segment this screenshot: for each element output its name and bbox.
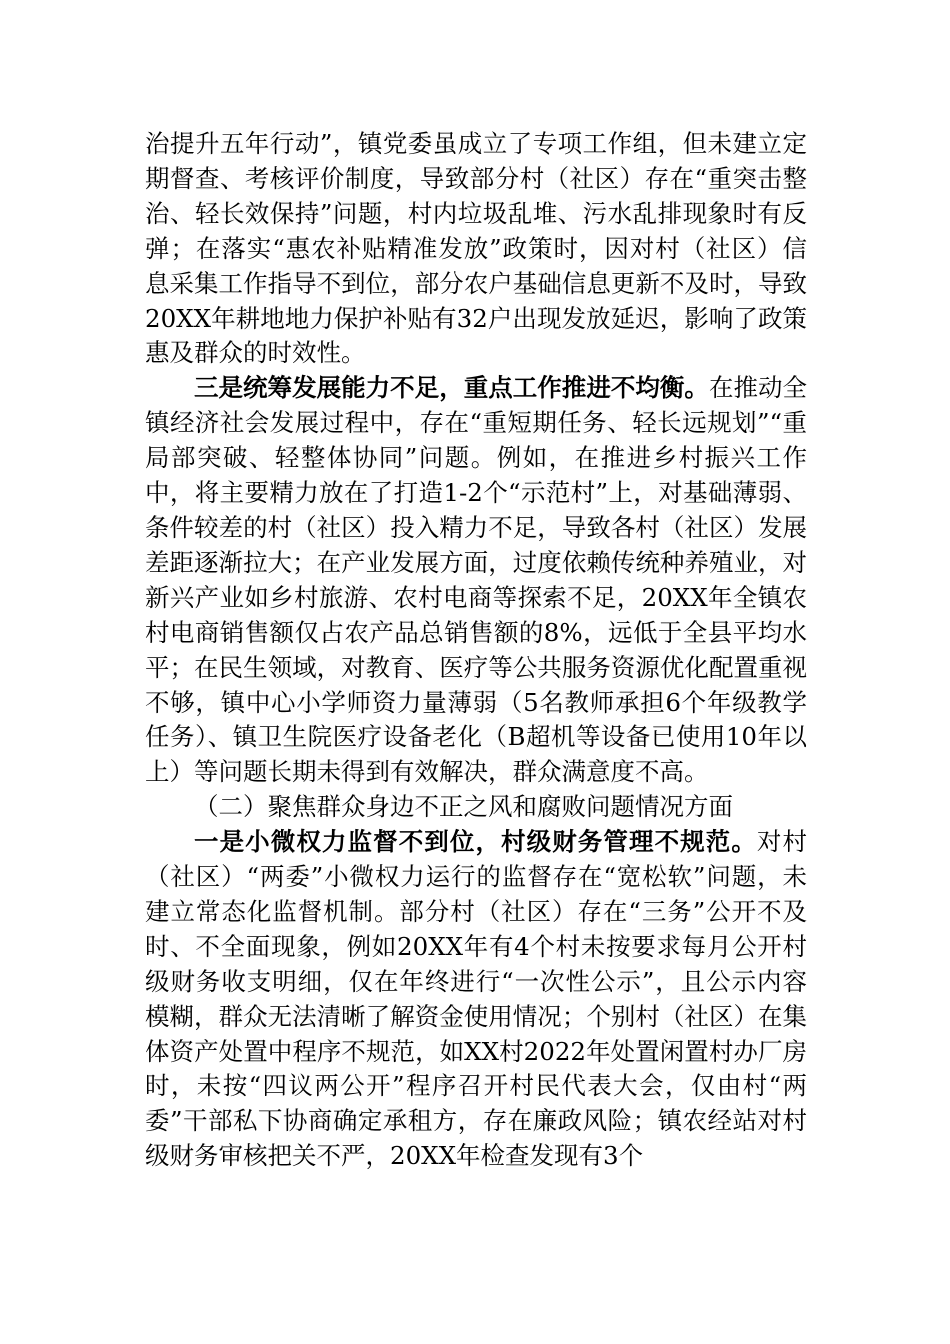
paragraph-supervision [145,825,807,1174]
document-body [145,127,807,1174]
paragraph-text: 在推动全镇经济社会发展过程中，存在“重短期任务、轻长远规划”“重局部突破、轻整体协同”问题。例如，在推进乡村振兴工作中，将主要精力放在了打造1-2个“示范村”上，对基础薄弱、条件较差的村（社区）投入精力不足，导致各村（社区）发展差距逐渐拉大；在产业发展方面，过度依赖传统种养殖业，对新兴产业如乡村旅游、农村电商等探索不足，20XX年全镇农村电商销售额仅占农产品总销售额的8%，远低于全县平均水平；在民生领域，对教育、医疗等公共服务资源优化配置重视不够，镇中心小学师资力量薄弱（5名教师承担6个年级教学任务）、镇卫生院医疗设备老化（B超机等设备已使用10年以上）等问题长期未得到有效解决，群众满意度不高。 [145,373,807,787]
section-heading: （二）聚焦群众身边不正之风和腐败问题情况方面 [194,792,733,822]
paragraph-text: 对村（社区）“两委”小微权力运行的监督存在“宽松软”问题，未建立常态化监督机制。部分村（社区）存在“三务”公开不及时、不全面现象，例如20XX年有4个村未按要求每月公开村级财务收支明细，仅在年终进行“一次性公示”，且公示内容模糊，群众无法清晰了解资金使用情况；个别村（社区）在集体资产处置中程序不规范，如XX村2022年处置闲置村办厂房时，未按“四议两公开”程序召开村民代表大会，仅由村“两委”干部私下协商确定承租方，存在廉政风险；镇农经站对村级财务审核把关不严，20XX年检查发现有3个 [145,827,808,1171]
paragraph-coordination [145,371,807,790]
paragraph-lead: 三是统筹发展能力不足，重点工作推进不均衡。 [194,373,709,403]
paragraph-lead: 一是小微权力监督不到位，村级财务管理不规范。 [194,827,757,857]
paragraph-continuation [145,127,807,371]
paragraph-text: 治提升五年行动”，镇党委虽成立了专项工作组，但未建立定期督查、考核评价制度，导致部分村（社区）存在“重突击整治、轻长效保持”问题，村内垃圾乱堆、污水乱排现象时有反弹；在落实“惠农补贴精准发放”政策时，因对村（社区）信息采集工作指导不到位，部分农户基础信息更新不及时，导致20XX年耕地地力保护补贴有32户出现发放延迟，影响了政策惠及群众的时效性。 [145,129,807,368]
